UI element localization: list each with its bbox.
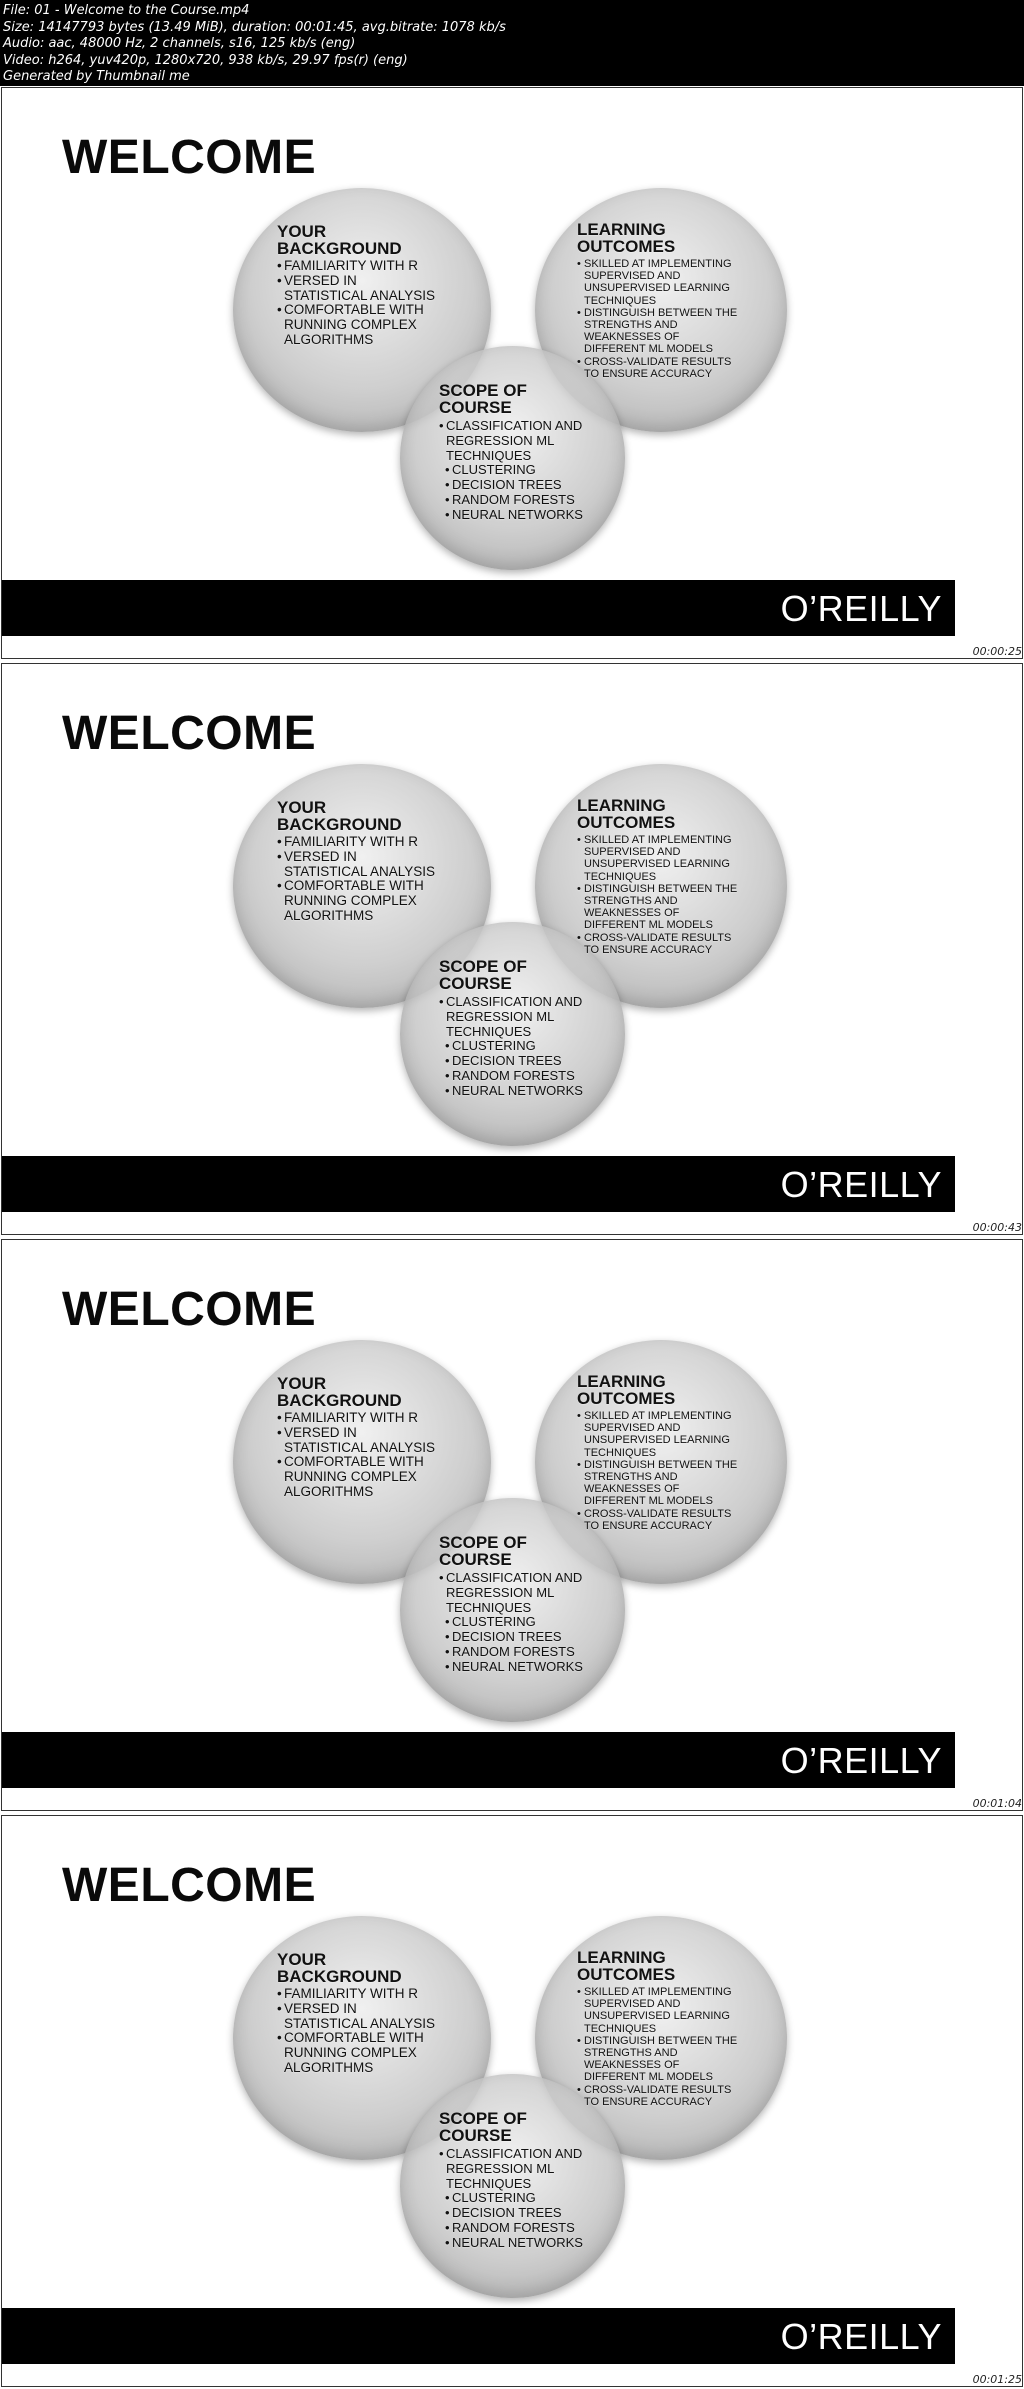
info-line-size: Size: 14147793 bytes (13.49 MiB), duration: 00:01:45, avg.bitrate: 1078 kb/s	[3, 19, 506, 35]
list-item: • CLASSIFICATION AND REGRESSION ML TECHNIQUES	[439, 2147, 583, 2191]
video-frame-3[interactable]	[0, 1238, 1024, 1813]
info-line-video: Video: h264, yuv420p, 1280x720, 938 kb/s, 29.97 fps(r) (eng)	[3, 52, 408, 68]
list-item: • FAMILIARITY WITH R	[277, 1987, 435, 2002]
list-item: • FAMILIARITY WITH R	[277, 835, 435, 850]
list-item: • NEURAL NETWORKS	[445, 508, 583, 523]
background-section	[277, 1375, 435, 1500]
scope-list	[439, 2147, 583, 2191]
scope-sublist	[445, 2191, 583, 2250]
brand-bar	[2, 580, 955, 636]
list-item: • NEURAL NETWORKS	[445, 2236, 583, 2251]
background-heading: YOUR BACKGROUND	[277, 1374, 402, 1410]
video-frame-1[interactable]	[0, 86, 1024, 661]
outcomes-list	[577, 834, 737, 956]
brand-bar	[2, 1156, 955, 1212]
outcomes-list	[577, 1986, 737, 2108]
scope-section	[439, 382, 583, 523]
list-item: • DECISION TREES	[445, 2206, 583, 2221]
scope-sublist	[445, 1615, 583, 1674]
list-item: • RANDOM FORESTS	[445, 1069, 583, 1084]
list-item: • DISTINGUISH BETWEEN THE STRENGTHS AND WEAKNESSES OF DIFFERENT ML MODELS	[577, 307, 737, 356]
list-item: • CLUSTERING	[445, 2191, 583, 2206]
list-item: • FAMILIARITY WITH R	[277, 259, 435, 274]
outcomes-section	[577, 221, 737, 380]
list-item: • RANDOM FORESTS	[445, 1645, 583, 1660]
list-item: • NEURAL NETWORKS	[445, 1084, 583, 1099]
oreilly-logo: O’REILLY	[780, 1164, 942, 1205]
slide-title: WELCOME	[62, 131, 317, 184]
background-section	[277, 799, 435, 924]
list-item: • CLUSTERING	[445, 1615, 583, 1630]
scope-list	[439, 995, 583, 1039]
list-item: • DISTINGUISH BETWEEN THE STRENGTHS AND WEAKNESSES OF DIFFERENT ML MODELS	[577, 2035, 737, 2084]
scope-sublist	[445, 1039, 583, 1098]
oreilly-logo: O’REILLY	[780, 588, 942, 629]
scope-list	[439, 1571, 583, 1615]
list-item: • RANDOM FORESTS	[445, 493, 583, 508]
scope-sublist	[445, 463, 583, 522]
list-item: • DECISION TREES	[445, 478, 583, 493]
list-item: • NEURAL NETWORKS	[445, 1660, 583, 1675]
slide	[1, 663, 1023, 1235]
outcomes-list	[577, 258, 737, 380]
scope-section	[439, 1534, 583, 1675]
video-frame-4[interactable]	[0, 1814, 1024, 2389]
scope-heading: SCOPE OF COURSE	[439, 2109, 527, 2145]
video-info-header	[0, 0, 1024, 86]
brand-bar	[2, 2308, 955, 2364]
background-list	[277, 1987, 435, 2076]
outcomes-heading: LEARNING OUTCOMES	[577, 1948, 676, 1984]
frame-timestamp: 00:00:25	[972, 645, 1022, 658]
slide	[1, 1815, 1023, 2387]
list-item: • CLUSTERING	[445, 463, 583, 478]
outcomes-section	[577, 1949, 737, 2108]
list-item: • COMFORTABLE WITH RUNNING COMPLEX ALGORITHMS	[277, 2031, 435, 2075]
list-item: • CROSS-VALIDATE RESULTS TO ENSURE ACCURACY	[577, 1508, 737, 1532]
list-item: • VERSED IN STATISTICAL ANALYSIS	[277, 1426, 435, 1456]
list-item: • SKILLED AT IMPLEMENTING SUPERVISED AND UNSUPERVISED LEARNING TECHNIQUES	[577, 258, 737, 307]
list-item: • CLASSIFICATION AND REGRESSION ML TECHNIQUES	[439, 419, 583, 463]
list-item: • FAMILIARITY WITH R	[277, 1411, 435, 1426]
video-frame-2[interactable]	[0, 662, 1024, 1237]
list-item: • DECISION TREES	[445, 1630, 583, 1645]
list-item: • SKILLED AT IMPLEMENTING SUPERVISED AND UNSUPERVISED LEARNING TECHNIQUES	[577, 1410, 737, 1459]
info-line-file: File: 01 - Welcome to the Course.mp4	[3, 3, 250, 18]
scope-list	[439, 419, 583, 463]
list-item: • VERSED IN STATISTICAL ANALYSIS	[277, 274, 435, 304]
background-heading: YOUR BACKGROUND	[277, 222, 402, 258]
scope-heading: SCOPE OF COURSE	[439, 381, 527, 417]
list-item: • DISTINGUISH BETWEEN THE STRENGTHS AND WEAKNESSES OF DIFFERENT ML MODELS	[577, 1459, 737, 1508]
outcomes-section	[577, 797, 737, 956]
scope-heading: SCOPE OF COURSE	[439, 1533, 527, 1569]
scope-heading: SCOPE OF COURSE	[439, 957, 527, 993]
info-line-audio: Audio: aac, 48000 Hz, 2 channels, s16, 125 kb/s (eng)	[3, 36, 356, 52]
frame-timestamp: 00:00:43	[972, 1221, 1022, 1234]
brand-bar	[2, 1732, 955, 1788]
list-item: • DISTINGUISH BETWEEN THE STRENGTHS AND WEAKNESSES OF DIFFERENT ML MODELS	[577, 883, 737, 932]
outcomes-heading: LEARNING OUTCOMES	[577, 220, 676, 256]
list-item: • COMFORTABLE WITH RUNNING COMPLEX ALGORITHMS	[277, 1455, 435, 1499]
info-line-generator: Generated by Thumbnail me	[3, 69, 190, 85]
list-item: • SKILLED AT IMPLEMENTING SUPERVISED AND UNSUPERVISED LEARNING TECHNIQUES	[577, 834, 737, 883]
slide-title: WELCOME	[62, 707, 317, 760]
outcomes-section	[577, 1373, 737, 1532]
oreilly-logo: O’REILLY	[780, 1740, 942, 1781]
slide	[1, 1239, 1023, 1811]
slide	[1, 87, 1023, 659]
list-item: • COMFORTABLE WITH RUNNING COMPLEX ALGORITHMS	[277, 303, 435, 347]
slide-title: WELCOME	[62, 1859, 317, 1912]
outcomes-heading: LEARNING OUTCOMES	[577, 796, 676, 832]
scope-section	[439, 958, 583, 1099]
background-list	[277, 1411, 435, 1500]
background-heading: YOUR BACKGROUND	[277, 798, 402, 834]
background-list	[277, 835, 435, 924]
list-item: • CROSS-VALIDATE RESULTS TO ENSURE ACCURACY	[577, 356, 737, 380]
background-list	[277, 259, 435, 348]
frame-timestamp: 00:01:25	[972, 2373, 1022, 2386]
background-heading: YOUR BACKGROUND	[277, 1950, 402, 1986]
scope-section	[439, 2110, 583, 2251]
list-item: • CROSS-VALIDATE RESULTS TO ENSURE ACCURACY	[577, 932, 737, 956]
list-item: • COMFORTABLE WITH RUNNING COMPLEX ALGORITHMS	[277, 879, 435, 923]
slide-title: WELCOME	[62, 1283, 317, 1336]
list-item: • CLASSIFICATION AND REGRESSION ML TECHNIQUES	[439, 1571, 583, 1615]
list-item: • VERSED IN STATISTICAL ANALYSIS	[277, 850, 435, 880]
outcomes-list	[577, 1410, 737, 1532]
outcomes-heading: LEARNING OUTCOMES	[577, 1372, 676, 1408]
list-item: • VERSED IN STATISTICAL ANALYSIS	[277, 2002, 435, 2032]
list-item: • CROSS-VALIDATE RESULTS TO ENSURE ACCURACY	[577, 2084, 737, 2108]
list-item: • CLUSTERING	[445, 1039, 583, 1054]
list-item: • DECISION TREES	[445, 1054, 583, 1069]
background-section	[277, 1951, 435, 2076]
oreilly-logo: O’REILLY	[780, 2316, 942, 2357]
background-section	[277, 223, 435, 348]
list-item: • SKILLED AT IMPLEMENTING SUPERVISED AND UNSUPERVISED LEARNING TECHNIQUES	[577, 1986, 737, 2035]
frame-timestamp: 00:01:04	[972, 1797, 1022, 1810]
list-item: • CLASSIFICATION AND REGRESSION ML TECHNIQUES	[439, 995, 583, 1039]
list-item: • RANDOM FORESTS	[445, 2221, 583, 2236]
